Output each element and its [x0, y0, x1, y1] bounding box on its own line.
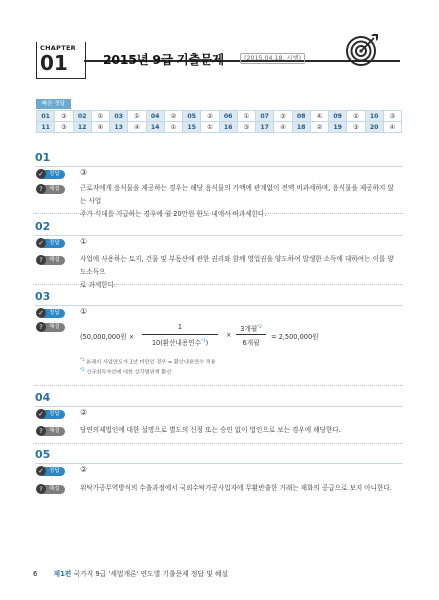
check-icon: ✓ — [36, 238, 46, 248]
question-number: 03 — [35, 290, 51, 303]
page-number: 6 — [33, 570, 38, 578]
check-icon: ✓ — [36, 169, 46, 179]
answer-value: ① — [80, 307, 88, 316]
footer-text: 국가직 9급 '세법개론' 연도별 기출문제 정답 및 해설 — [73, 570, 229, 578]
explanation-tag — [36, 322, 65, 332]
quick-answer-value: ② — [164, 111, 182, 122]
quick-answer-number: 09 — [329, 111, 347, 122]
quick-answer-number: 06 — [219, 111, 237, 122]
quick-answer-value: ④ — [310, 111, 328, 122]
dotted-divider — [35, 213, 403, 214]
quick-answer-value: ① — [201, 122, 219, 133]
quick-answer-number: 05 — [183, 111, 201, 122]
question-icon: ? — [36, 322, 46, 332]
page-title: 2015년 9급 기출문제 — [103, 52, 224, 67]
quick-answer-value: ③ — [274, 111, 292, 122]
quick-answer-number: 04 — [146, 111, 164, 122]
formula-times: × — [226, 331, 232, 339]
check-icon: ✓ — [36, 308, 46, 318]
frac1-denominator: 10(환산내용연수$^{*1}$) — [151, 337, 209, 347]
answer-label: 정답 — [42, 239, 65, 248]
quick-answer-row — [37, 122, 402, 133]
chapter-number: 01 — [40, 51, 68, 75]
quick-answer-value: ① — [128, 111, 146, 122]
answer-value: ③ — [80, 168, 88, 177]
answer-label: 정답 — [42, 170, 65, 179]
quick-answer-value: ② — [347, 111, 365, 122]
explanation-text: 당연의제법인에 대한 설명으로 별도의 신청 또는 승인 없이 법인으로 보는 경우에 해당한다. — [80, 426, 341, 434]
quick-answer-number: 16 — [219, 122, 237, 133]
quick-answer-value: ④ — [274, 122, 292, 133]
quick-answer-number: 07 — [256, 111, 274, 122]
quick-answer-value: ② — [201, 111, 219, 122]
answer-tag — [36, 238, 65, 248]
explanation-tag — [36, 255, 65, 265]
frac2-numerator: 3개월$^{*2}$ — [240, 323, 262, 333]
quick-answer-number: 11 — [37, 122, 55, 133]
quick-answer-value: ④ — [128, 122, 146, 133]
fraction-bar — [236, 334, 266, 335]
answer-tag — [36, 409, 65, 419]
footnote: $^{*2}$ 신규취득자산에 대한 상각범위액 환산 — [80, 367, 172, 376]
quick-answer-number: 13 — [110, 122, 128, 133]
explanation-text: 근로자에게 음식물을 제공하는 경우는 해당 음식물의 가액에 관계없이 전액 비과세하며, 음식물을 제공하지 않는 사업 주가 식대를 지급하는 경우에 월 20만원 한도 내에서 비과세한다. — [80, 184, 394, 218]
chapter-label: CHAPTER — [40, 44, 76, 52]
exam-date: (2015.04.18. 시행) — [240, 53, 305, 64]
quick-answer-number: 15 — [183, 122, 201, 133]
answer-value: ② — [80, 408, 88, 417]
question-divider — [35, 463, 403, 464]
part-label: 제1편 — [53, 570, 72, 578]
frac1-numerator: 1 — [177, 323, 183, 331]
quick-answer-value: ③ — [237, 122, 255, 133]
quick-answer-value: ① — [164, 122, 182, 133]
explanation-text: 위탁가공무역방식의 수출과정에서 국외수탁가공사업자에 무환반출한 거래는 재화의 공급으로 보지 아니한다. — [80, 484, 392, 492]
explanation-label: 해설 — [42, 256, 65, 265]
question-number: 01 — [35, 151, 51, 164]
page-footer — [33, 568, 228, 578]
dotted-divider — [35, 284, 403, 285]
quick-answer-value: ④ — [383, 122, 401, 133]
question-icon: ? — [36, 255, 46, 265]
quick-answer-number: 10 — [365, 111, 383, 122]
quick-answer-number: 01 — [37, 111, 55, 122]
answer-label: 정답 — [42, 467, 65, 476]
answer-label: 정답 — [42, 410, 65, 419]
quick-answer-number: 17 — [256, 122, 274, 133]
quick-answer-value: ① — [237, 111, 255, 122]
question-divider — [35, 166, 403, 167]
question-number: 04 — [35, 391, 51, 404]
answer-tag — [36, 466, 65, 476]
fraction-bar — [142, 334, 218, 335]
quick-answer-number: 20 — [365, 122, 383, 133]
explanation-text: 사업에 사용하는 토지, 건물 및 부동산에 관한 권리와 함께 영업권을 양도하여 발생한 소득에 대하여는 이를 양도소득으 로 과세한다. — [80, 255, 394, 289]
quick-answer-row — [37, 111, 402, 122]
question-number: 02 — [35, 220, 51, 233]
quick-answer-value: ④ — [91, 122, 109, 133]
target-icon — [345, 33, 379, 67]
explanation-label: 해설 — [42, 323, 65, 332]
answer-tag — [36, 308, 65, 318]
quick-answer-number: 03 — [110, 111, 128, 122]
quick-answer-number: 14 — [146, 122, 164, 133]
quick-answer-number: 02 — [73, 111, 91, 122]
explanation-tag — [36, 484, 65, 494]
quick-answer-number: 12 — [73, 122, 91, 133]
question-divider — [35, 305, 403, 306]
question-number: 05 — [35, 448, 51, 461]
explanation-tag — [36, 184, 65, 194]
quick-answer-label: 빠른 정답 — [36, 99, 71, 109]
quick-answer-value: ② — [310, 122, 328, 133]
question-divider — [35, 406, 403, 407]
explanation-label: 해설 — [42, 185, 65, 194]
check-icon: ✓ — [36, 409, 46, 419]
formula-open: (50,000,000원 × — [80, 333, 135, 341]
explanation-tag — [36, 426, 65, 436]
dotted-divider — [35, 385, 403, 386]
question-icon: ? — [36, 484, 46, 494]
question-divider — [35, 235, 403, 236]
answer-tag — [36, 169, 65, 179]
quick-answer-value: ③ — [55, 122, 73, 133]
quick-answer-number: 18 — [292, 122, 310, 133]
dotted-divider — [35, 443, 403, 444]
question-icon: ? — [36, 184, 46, 194]
quick-answer-table — [36, 110, 402, 133]
check-icon: ✓ — [36, 466, 46, 476]
quick-answer-number: 19 — [329, 122, 347, 133]
quick-answer-value: ③ — [383, 111, 401, 122]
formula — [80, 322, 390, 352]
question-icon: ? — [36, 426, 46, 436]
footnote: $^{*1}$ 본래의 사업연도가 1년 미만인 경우 = 환산내용연수 적용 — [80, 357, 216, 366]
explanation-label: 해설 — [42, 485, 65, 494]
formula-result: = 2,500,000원 — [271, 333, 319, 341]
quick-answer-value: ③ — [55, 111, 73, 122]
quick-answer-number: 08 — [292, 111, 310, 122]
explanation-label: 해설 — [42, 427, 65, 436]
answer-value: ② — [80, 465, 88, 474]
answer-value: ① — [80, 237, 88, 246]
quick-answer-value: ① — [91, 111, 109, 122]
frac2-denominator: 6개월 — [242, 339, 260, 347]
answer-label: 정답 — [42, 309, 65, 318]
quick-answer-value: ③ — [347, 122, 365, 133]
